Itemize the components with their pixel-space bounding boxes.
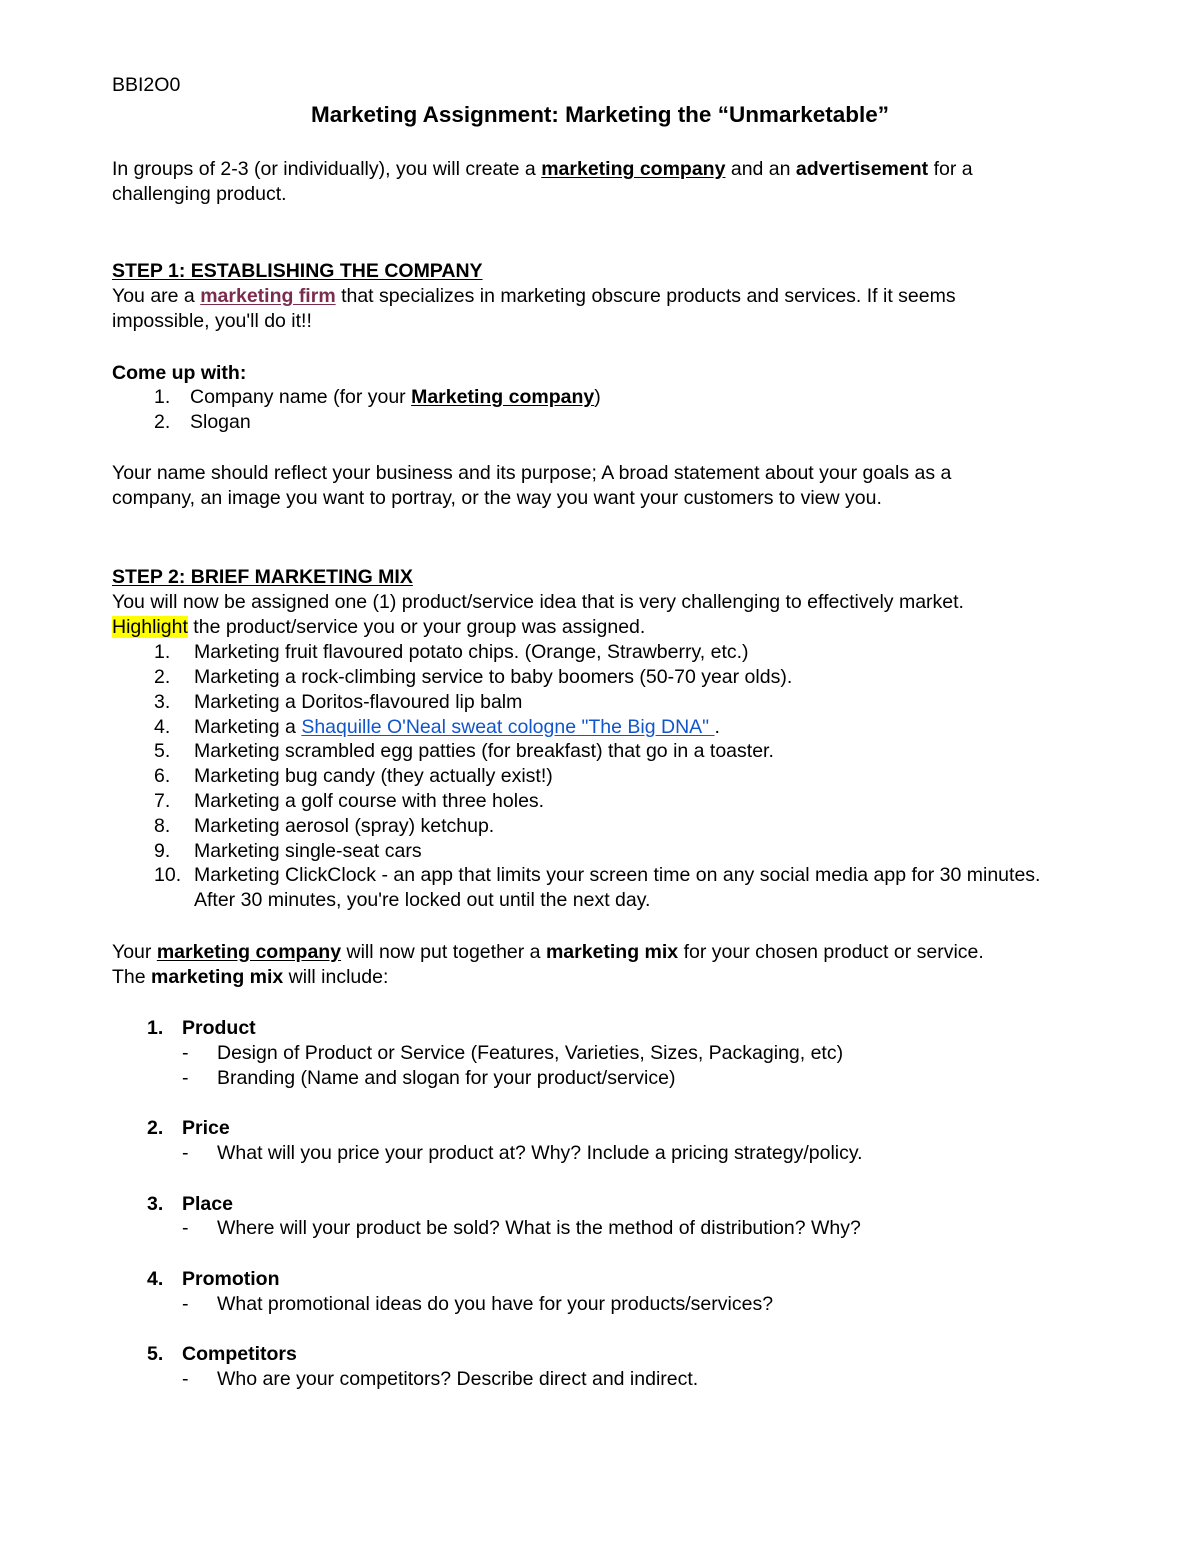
step1-paragraph-2-line-1: Your name should reflect your business and its purpose; A broad statement about your goals as a xyxy=(112,462,952,484)
product-list-item xyxy=(154,690,523,714)
list-number: 3. xyxy=(154,691,171,713)
section-title: Price xyxy=(182,1117,230,1139)
product-list-item xyxy=(154,739,774,763)
mix-section-bullet xyxy=(182,1066,676,1090)
list-number: 3. xyxy=(147,1193,164,1215)
item-text: Marketing bug candy (they actually exist!) xyxy=(194,765,553,787)
step2-paragraph-line-2 xyxy=(112,615,645,639)
step1-paragraph-2-line-2: company, an image you want to portray, or the way you want your customers to view you. xyxy=(112,487,882,509)
item-text: Marketing a Doritos-flavoured lip balm xyxy=(194,691,523,713)
mix-text: will include: xyxy=(283,966,389,988)
dash-bullet: - xyxy=(182,1293,189,1315)
mix-section-heading xyxy=(147,1267,280,1291)
list-number: 10. xyxy=(154,864,182,886)
dash-bullet: - xyxy=(182,1368,189,1390)
marketing-mix-term: marketing mix xyxy=(151,966,284,988)
intro-advertisement: advertisement xyxy=(795,158,929,180)
list-number: 5. xyxy=(154,740,171,762)
mix-section-heading xyxy=(147,1016,256,1040)
mix-text: The xyxy=(112,966,152,988)
step1-text: You are a xyxy=(112,285,201,307)
marketing-mix-line-1 xyxy=(112,940,984,964)
dash-bullet: - xyxy=(182,1042,189,1064)
list-number: 4. xyxy=(154,716,171,738)
intro-text: and an xyxy=(725,158,796,180)
mix-section-bullet xyxy=(182,1292,774,1316)
bullet-text: What promotional ideas do you have for your products/services? xyxy=(217,1293,774,1315)
step2-text: the product/service you or your group was assigned. xyxy=(187,616,646,638)
product-list-item xyxy=(154,814,495,838)
mix-section-heading xyxy=(147,1342,297,1366)
mix-text: for your chosen product or service. xyxy=(678,941,984,963)
highlight-word: Highlight xyxy=(112,616,188,638)
step1-paragraph-line-1 xyxy=(112,284,956,308)
section-title: Place xyxy=(182,1193,233,1215)
marketing-company-term: Marketing company xyxy=(411,386,595,408)
item-text: Marketing ClickClock - an app that limits your screen time on any social media app for 30 minutes. xyxy=(194,864,1041,886)
intro-text: for a xyxy=(928,158,973,180)
product-list-item xyxy=(154,640,749,664)
bullet-text: What will you price your product at? Why? Include a pricing strategy/policy. xyxy=(217,1142,863,1164)
list-number: 1. xyxy=(154,386,171,408)
item-text: Marketing single-seat cars xyxy=(194,840,422,862)
section-title: Product xyxy=(182,1017,256,1039)
item-text: Marketing aerosol (spray) ketchup. xyxy=(194,815,495,837)
step2-heading: STEP 2: BRIEF MARKETING MIX xyxy=(112,566,413,588)
list-number: 2. xyxy=(154,666,171,688)
section-title: Competitors xyxy=(182,1343,297,1365)
intro-line-1 xyxy=(112,157,973,181)
dash-bullet: - xyxy=(182,1217,189,1239)
product-list-item xyxy=(154,839,422,863)
list-number: 1. xyxy=(147,1017,164,1039)
step1-list-item xyxy=(154,385,601,409)
item-text: Marketing a golf course with three holes. xyxy=(194,790,545,812)
item-text: Marketing scrambled egg patties (for breakfast) that go in a toaster. xyxy=(194,740,774,762)
item-text: Slogan xyxy=(190,411,251,433)
mix-section-bullet xyxy=(182,1041,844,1065)
dash-bullet: - xyxy=(182,1067,189,1089)
item-text: . xyxy=(714,716,720,738)
list-number: 9. xyxy=(154,840,171,862)
step1-heading: STEP 1: ESTABLISHING THE COMPANY xyxy=(112,260,483,282)
marketing-firm-term: marketing firm xyxy=(200,285,336,307)
product-list-item xyxy=(154,764,553,788)
intro-line-2: challenging product. xyxy=(112,183,287,205)
intro-marketing-company: marketing company xyxy=(541,158,726,180)
marketing-company-term: marketing company xyxy=(156,941,342,963)
list-number: 4. xyxy=(147,1268,164,1290)
bullet-text: Branding (Name and slogan for your product/service) xyxy=(217,1067,676,1089)
product-list-item xyxy=(154,715,720,739)
list-number: 6. xyxy=(154,765,171,787)
bullet-text: Who are your competitors? Describe direct and indirect. xyxy=(217,1368,699,1390)
item-text: Marketing a rock-climbing service to baby boomers (50-70 year olds). xyxy=(194,666,793,688)
product-list-item xyxy=(154,789,545,813)
item-text: ) xyxy=(594,386,601,408)
product-list-item xyxy=(154,863,1041,887)
mix-text: Your xyxy=(112,941,157,963)
step1-text: that specializes in marketing obscure products and services. If it seems xyxy=(335,285,956,307)
course-code: BBI2O0 xyxy=(112,74,181,96)
list-number: 2. xyxy=(154,411,171,433)
mix-text: will now put together a xyxy=(341,941,546,963)
list-number: 5. xyxy=(147,1343,164,1365)
bullet-text: Design of Product or Service (Features, Varieties, Sizes, Packaging, etc) xyxy=(217,1042,844,1064)
mix-section-heading xyxy=(147,1116,230,1140)
step1-list-item xyxy=(154,410,251,434)
come-up-with-label: Come up with: xyxy=(112,362,247,384)
mix-section-heading xyxy=(147,1192,233,1216)
list-number: 2. xyxy=(147,1117,164,1139)
intro-text: In groups of 2-3 (or individually), you will create a xyxy=(112,158,542,180)
item-text: Marketing a xyxy=(194,716,302,738)
bullet-text: Where will your product be sold? What is the method of distribution? Why? xyxy=(217,1217,861,1239)
list-number: 1. xyxy=(154,641,171,663)
product-list-item-continuation: After 30 minutes, you're locked out until the next day. xyxy=(194,889,651,911)
product-list-item xyxy=(154,665,793,689)
step1-paragraph-line-2: impossible, you'll do it!! xyxy=(112,310,312,332)
dash-bullet: - xyxy=(182,1142,189,1164)
section-title: Promotion xyxy=(182,1268,280,1290)
item-text: Company name (for your xyxy=(190,386,412,408)
mix-section-bullet xyxy=(182,1367,699,1391)
mix-section-bullet xyxy=(182,1216,861,1240)
list-number: 7. xyxy=(154,790,171,812)
mix-section-bullet xyxy=(182,1141,863,1165)
step2-paragraph-line-1: You will now be assigned one (1) product/service idea that is very challenging to effectively market. xyxy=(112,591,964,613)
list-number: 8. xyxy=(154,815,171,837)
big-dna-cologne-link[interactable]: Shaquille O'Neal sweat cologne "The Big DNA" xyxy=(301,716,715,738)
item-text: Marketing fruit flavoured potato chips. (Orange, Strawberry, etc.) xyxy=(194,641,749,663)
marketing-mix-line-2 xyxy=(112,965,388,989)
page-title: Marketing Assignment: Marketing the “Unmarketable” xyxy=(310,102,890,127)
marketing-mix-term: marketing mix xyxy=(545,941,679,963)
